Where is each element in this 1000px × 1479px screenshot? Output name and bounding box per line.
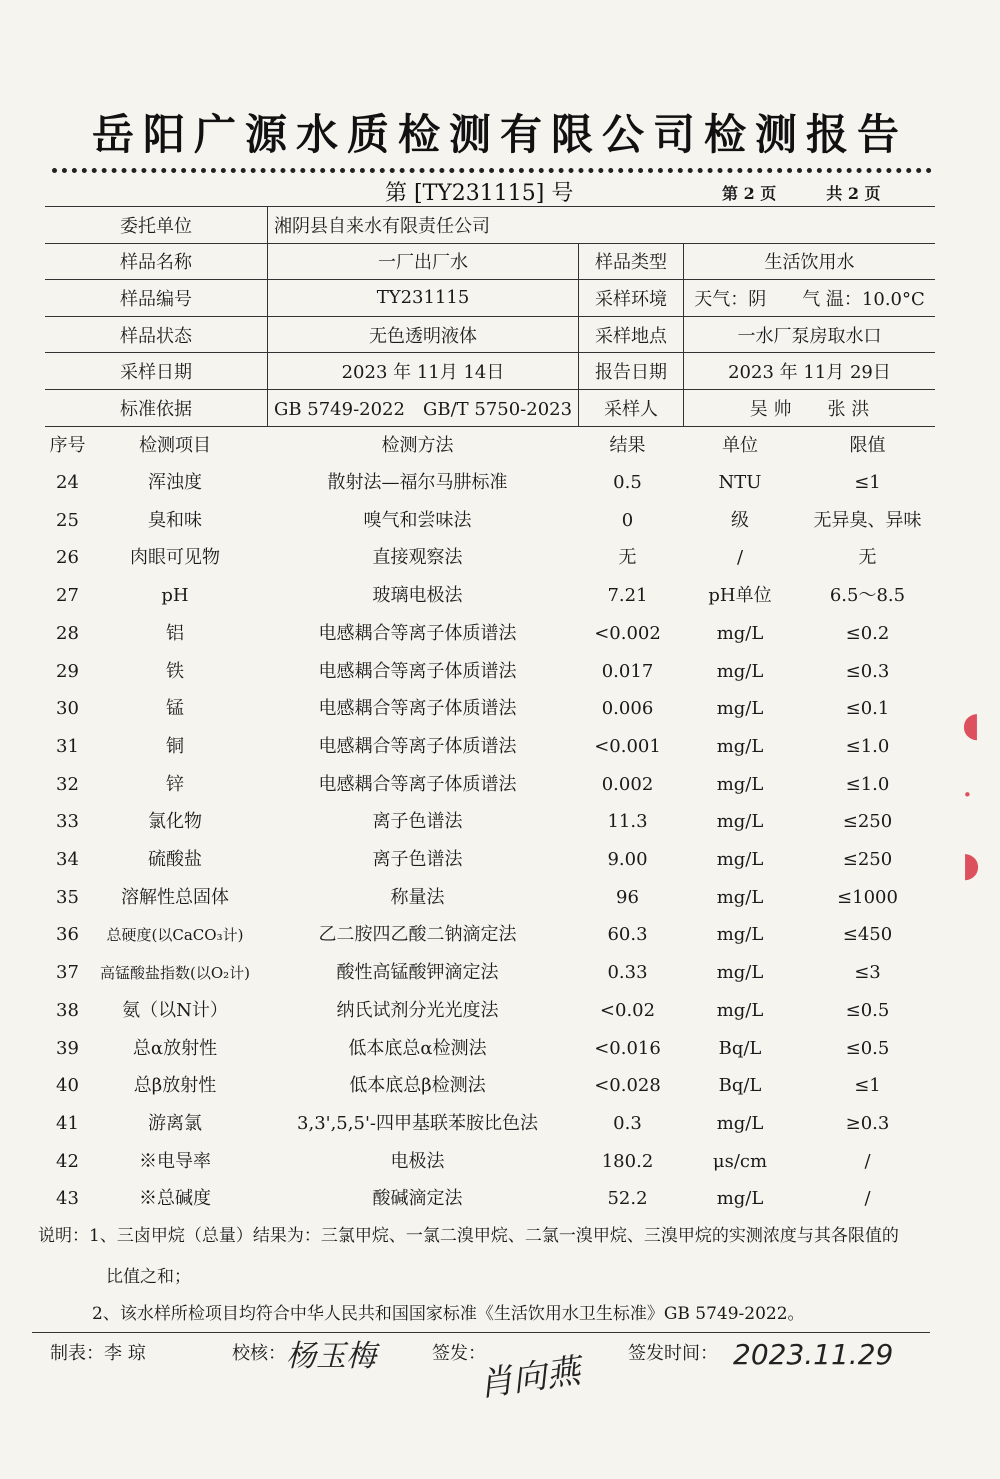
cell-item: 总α放射性	[132, 1037, 218, 1059]
table-row	[0, 1181, 1000, 1217]
cell-no: 39	[56, 1037, 79, 1059]
issue-time-label: 签发时间：	[628, 1343, 718, 1364]
issued-label: 签发：	[432, 1343, 486, 1364]
cell-item: 锌	[166, 773, 184, 795]
cell-unit: mg/L	[716, 999, 764, 1021]
cell-result: 0.5	[613, 472, 642, 493]
cell-method: 称量法	[390, 886, 445, 908]
info-row-sample-no	[45, 280, 935, 317]
client-value: 湘阴县自来水有限责任公司	[268, 207, 936, 244]
cell-no: 25	[56, 509, 79, 531]
checked-label: 校核：	[232, 1343, 286, 1364]
cell-method: 直接观察法	[372, 547, 463, 569]
cell-result: 9.00	[607, 849, 648, 870]
cell-result: 52.2	[607, 1188, 648, 1210]
cell-unit: mg/L	[716, 849, 764, 870]
cell-no: 34	[56, 849, 79, 870]
info-row-dates	[45, 353, 935, 390]
cell-result: <0.002	[594, 622, 661, 644]
header-item: 检测项目	[139, 435, 211, 456]
site-value: 一水厂泵房取水口	[684, 316, 936, 353]
cell-limit: 无	[858, 547, 877, 569]
cell-item: 锰	[166, 698, 184, 720]
env-label: 采样环境	[579, 280, 684, 317]
cell-limit: ≤450	[842, 924, 893, 946]
cell-item: 臭和味	[148, 509, 202, 531]
cell-result: 60.3	[607, 924, 648, 946]
note-line-1: 说明：1、三卤甲烷（总量）结果为：三氯甲烷、一氯二溴甲烷、二氯一溴甲烷、三溴甲烷的实测浓度与其各限值的	[38, 1226, 899, 1246]
cell-unit: NTU	[718, 472, 762, 493]
cell-limit: ≤3	[854, 962, 881, 984]
info-row-client	[45, 207, 935, 244]
cell-unit: mg/L	[716, 735, 764, 757]
table-row	[0, 616, 1000, 652]
state-label: 样品状态	[45, 316, 268, 353]
table-row	[0, 1031, 1000, 1067]
red-seal-stamp-fragment	[962, 690, 1000, 910]
cell-result: <0.028	[594, 1075, 661, 1097]
cell-method: 离子色谱法	[372, 849, 463, 870]
standard-label: 标准依据	[45, 389, 268, 426]
cell-item: 铜	[166, 735, 184, 757]
cell-method: 酸碱滴定法	[372, 1188, 463, 1210]
prepared-label: 制表：	[50, 1343, 104, 1364]
client-label: 委托单位	[45, 207, 268, 244]
info-row-standard	[45, 389, 935, 426]
cell-method: 低本底总α检测法	[348, 1037, 487, 1059]
sample-no-label: 样品编号	[45, 280, 268, 317]
cell-unit: mg/L	[716, 962, 764, 984]
cell-no: 32	[56, 773, 79, 795]
cell-limit: ≤1.0	[845, 735, 890, 757]
cell-no: 41	[56, 1112, 79, 1134]
table-row	[0, 654, 1000, 690]
table-row	[0, 691, 1000, 727]
cell-unit: mg/L	[716, 924, 764, 946]
cell-no: 36	[56, 924, 79, 946]
cell-no: 28	[56, 622, 79, 644]
cell-limit: ≥0.3	[845, 1112, 890, 1134]
cell-unit: Bq/L	[718, 1075, 762, 1097]
cell-limit: /	[864, 1150, 871, 1172]
cell-no: 29	[56, 660, 79, 682]
cell-method: 玻璃电极法	[372, 585, 463, 607]
footer-divider	[32, 1332, 930, 1333]
cell-no: 26	[56, 547, 79, 569]
cell-limit: ≤1.0	[845, 773, 890, 795]
table-row	[0, 917, 1000, 953]
sample-date-label: 采样日期	[45, 353, 268, 390]
cell-item: 游离氯	[148, 1112, 202, 1134]
page-total: 共 2 页	[826, 184, 881, 203]
cell-method: 3,3',5,5'-四甲基联苯胺比色法	[297, 1112, 538, 1134]
sampler-label: 采样人	[579, 389, 684, 426]
cell-method: 电感耦合等离子体质谱法	[318, 735, 517, 757]
cell-no: 24	[56, 472, 79, 493]
sample-no-value: TY231115	[268, 280, 579, 317]
cell-item: 氨（以N计）	[122, 999, 228, 1021]
seal-mark-3: ◗	[962, 845, 980, 885]
cell-unit: mg/L	[716, 886, 764, 908]
cell-result: <0.001	[594, 735, 661, 757]
table-row	[0, 465, 1000, 501]
header-no: 序号	[49, 435, 86, 456]
table-row	[0, 578, 1000, 614]
title-dotted-divider	[52, 168, 932, 173]
sample-name-value: 一厂出厂水	[268, 243, 579, 280]
cell-method: 乙二胺四乙酸二钠滴定法	[318, 924, 517, 946]
cell-item: 浑浊度	[148, 472, 202, 493]
standard-value: GB 5749-2022 GB/T 5750-2023	[268, 389, 579, 426]
cell-item: 肉眼可见物	[130, 547, 220, 569]
cell-result: 7.21	[607, 585, 648, 607]
cell-item: 铁	[166, 660, 184, 682]
cell-method: 电感耦合等离子体质谱法	[318, 698, 517, 720]
table-row	[0, 767, 1000, 803]
cell-limit: 6.5～8.5	[829, 585, 906, 607]
cell-item: 总β放射性	[133, 1075, 217, 1097]
issue-time-value: 2023.11.29	[733, 1338, 894, 1371]
cell-limit: /	[864, 1188, 871, 1210]
cell-unit: mg/L	[716, 698, 764, 720]
table-row	[0, 880, 1000, 916]
table-row	[0, 804, 1000, 840]
issued-signature: 肖向燕	[476, 1351, 583, 1405]
cell-method: 酸性高锰酸钾滴定法	[336, 962, 499, 984]
cell-unit: mg/L	[716, 773, 764, 795]
cell-limit: ≤1000	[837, 886, 898, 908]
cell-no: 27	[56, 585, 79, 607]
table-row	[0, 729, 1000, 765]
sample-info-table	[45, 206, 935, 427]
cell-result: <0.016	[594, 1037, 661, 1059]
cell-item: 硫酸盐	[148, 849, 202, 870]
report-title: 岳阳广源水质检测有限公司检测报告	[91, 110, 908, 159]
cell-limit: 无异臭、异味	[813, 509, 922, 531]
cell-unit: mg/L	[716, 1188, 764, 1210]
header-unit: 单位	[722, 435, 758, 456]
cell-unit: μs/cm	[712, 1150, 768, 1172]
cell-result: 0.017	[601, 660, 654, 682]
table-row	[0, 842, 1000, 878]
cell-result: <0.02	[599, 999, 656, 1021]
cell-item: 溶解性总固体	[121, 886, 229, 908]
cell-unit: mg/L	[716, 660, 764, 682]
note-line-3: 2、该水样所检项目均符合中华人民共和国国家标准《生活饮用水卫生标准》GB 5749-2022。	[92, 1304, 805, 1324]
header-result: 结果	[609, 435, 646, 456]
cell-method: 电感耦合等离子体质谱法	[318, 622, 517, 644]
cell-no: 31	[56, 735, 79, 757]
cell-no: 35	[56, 886, 79, 908]
cell-method: 纳氏试剂分光光度法	[336, 999, 499, 1021]
cell-method: 电极法	[390, 1150, 445, 1172]
cell-method: 离子色谱法	[372, 811, 463, 833]
info-row-sample-name	[45, 243, 935, 280]
cell-result: 无	[618, 547, 637, 569]
sample-name-label: 样品名称	[45, 243, 268, 280]
state-value: 无色透明液体	[268, 316, 579, 353]
cell-method: 嗅气和尝味法	[363, 509, 472, 531]
cell-limit: ≤0.2	[845, 622, 890, 644]
cell-result: 11.3	[607, 811, 648, 833]
page-info	[722, 181, 881, 204]
table-row	[0, 503, 1000, 539]
prepared-value: 李 琼	[104, 1343, 146, 1364]
cell-limit: ≤0.3	[845, 660, 890, 682]
table-row	[0, 1144, 1000, 1180]
cell-unit: mg/L	[716, 1112, 764, 1134]
cell-no: 42	[56, 1150, 79, 1172]
env-value: 天气：阴 气 温：10.0°C	[684, 280, 936, 317]
cell-limit: ≤1	[854, 1075, 881, 1097]
sampler-value: 吴 帅 张 洪	[684, 389, 936, 426]
cell-limit: ≤250	[842, 811, 893, 833]
sample-type-label: 样品类型	[579, 243, 684, 280]
cell-limit: ≤250	[842, 849, 893, 870]
cell-result: 0.002	[601, 773, 654, 795]
cell-no: 40	[56, 1075, 79, 1097]
cell-unit: /	[736, 547, 744, 569]
results-header-row	[0, 428, 1000, 464]
cell-result: 0.006	[601, 698, 654, 720]
cell-item: 氯化物	[148, 811, 202, 833]
header-limit: 限值	[849, 435, 886, 456]
seal-mark-2: ·	[962, 775, 973, 815]
cell-limit: ≤0.5	[845, 999, 890, 1021]
cell-no: 43	[56, 1188, 79, 1210]
report-date-value: 2023 年 11月 29日	[684, 353, 936, 390]
cell-unit: 级	[731, 509, 749, 531]
cell-item: pH	[161, 585, 189, 607]
table-row	[0, 993, 1000, 1029]
sample-date-value: 2023 年 11月 14日	[268, 353, 579, 390]
cell-result: 0.3	[613, 1112, 642, 1134]
cell-method: 电感耦合等离子体质谱法	[318, 773, 517, 795]
cell-result: 96	[616, 886, 639, 908]
report-number: 第 [TY231115] 号	[385, 181, 574, 206]
cell-result: 180.2	[601, 1150, 654, 1172]
page-current: 第 2 页	[722, 184, 777, 203]
cell-method: 低本底总β检测法	[349, 1075, 486, 1097]
table-row	[0, 1106, 1000, 1142]
cell-result: 0	[621, 509, 634, 531]
table-row	[0, 540, 1000, 576]
cell-limit: ≤0.1	[845, 698, 890, 720]
checked-signature: 杨玉梅	[286, 1339, 376, 1374]
cell-no: 38	[56, 999, 79, 1021]
cell-item: ※电导率	[139, 1150, 211, 1172]
cell-limit: ≤1	[854, 472, 881, 493]
site-label: 采样地点	[579, 316, 684, 353]
cell-no: 30	[56, 698, 79, 720]
table-row	[0, 1068, 1000, 1104]
cell-unit: mg/L	[716, 622, 764, 644]
cell-method: 散射法—福尔马肼标准	[327, 472, 508, 493]
cell-method: 电感耦合等离子体质谱法	[318, 660, 517, 682]
info-row-state	[45, 316, 935, 353]
header-method: 检测方法	[381, 435, 454, 456]
seal-mark-1: ◖	[962, 705, 980, 745]
cell-unit: pH单位	[708, 585, 772, 607]
cell-item: 高锰酸盐指数(以O₂计)	[99, 964, 250, 983]
note-line-2: 比值之和；	[106, 1267, 191, 1287]
cell-unit: Bq/L	[718, 1037, 762, 1059]
cell-no: 37	[56, 962, 79, 984]
cell-item: 总硬度(以CaCO₃计)	[106, 926, 244, 945]
report-date-label: 报告日期	[579, 353, 684, 390]
cell-item: 铝	[166, 622, 184, 644]
cell-result: 0.33	[607, 962, 648, 984]
cell-item: ※总碱度	[139, 1188, 211, 1210]
table-row	[0, 955, 1000, 991]
cell-unit: mg/L	[716, 811, 764, 833]
cell-limit: ≤0.5	[845, 1037, 890, 1059]
sample-type-value: 生活饮用水	[684, 243, 936, 280]
cell-no: 33	[56, 811, 79, 833]
